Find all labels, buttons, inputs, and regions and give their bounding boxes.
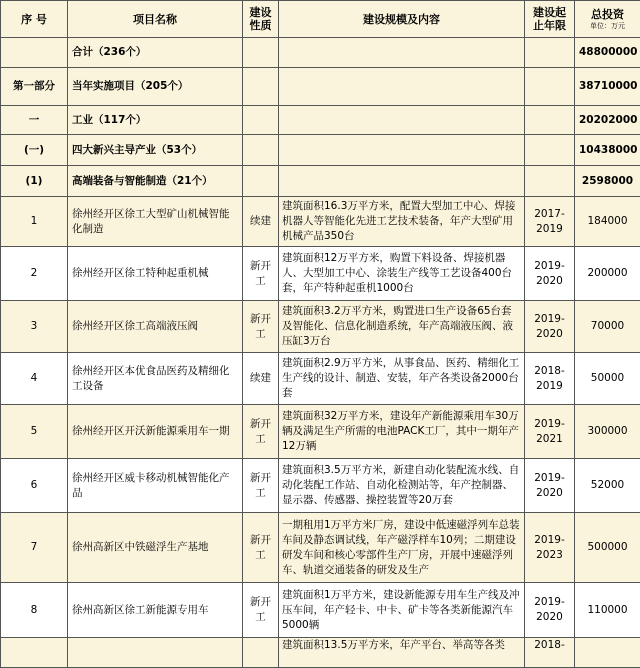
cell-nature: 新开工 [243, 247, 279, 301]
cell-nature: 新开工 [243, 405, 279, 459]
table-row [1, 638, 640, 668]
cell-name: 徐州高新区中铁磁浮生产基地 [68, 513, 243, 583]
cell-name: 四大新兴主导产业（53个） [68, 135, 243, 166]
cell-name: 徐州经开区徐工高端液压阀 [68, 301, 243, 353]
cell-name: 徐州高新区徐工新能源专用车 [68, 583, 243, 638]
cell-years: 2019-2021 [525, 405, 575, 459]
cell-no: 2 [1, 247, 68, 301]
cell-nature: 新开工 [243, 301, 279, 353]
cell-total: 110000 [575, 583, 640, 638]
cell-years [525, 135, 575, 166]
cell-scope: 一期租用1万平方米厂房，建设中低速磁浮列车总装车间及静态调试线，年产磁浮样车10列；二期建设研发车间和核心零部件生产厂房，开展中速磁浮列车、轨道交通装备的研发及生产 [279, 513, 525, 583]
cell-years: 2019-2020 [525, 583, 575, 638]
header-name: 项目名称 [68, 1, 243, 38]
header-scope: 建设规模及内容 [279, 1, 525, 38]
cell-name: 当年实施项目（205个） [68, 68, 243, 106]
cell-name: 徐州经开区徐工大型矿山机械智能化制造 [68, 197, 243, 247]
cell-total: 70000 [575, 301, 640, 353]
header-nature: 建设性质 [243, 1, 279, 38]
cell-total: 50000 [575, 353, 640, 405]
summary-row-emerging [1, 135, 640, 166]
cell-years [525, 166, 575, 197]
cell-name: 徐州经开区本优食品医药及精细化工设备 [68, 353, 243, 405]
cell-name: 合计（236个） [68, 38, 243, 68]
cell-no: (1) [1, 166, 68, 197]
cell-no: (一) [1, 135, 68, 166]
cell-no: 第一部分 [1, 68, 68, 106]
table-row [1, 459, 640, 513]
header-total [575, 1, 640, 38]
cell-no [1, 38, 68, 68]
cell-nature: 新开工 [243, 583, 279, 638]
table-row [1, 301, 640, 353]
summary-row-total [1, 38, 640, 68]
cell-no: 3 [1, 301, 68, 353]
cell-scope: 建筑面积13.5万平方米，年产平台、举高等各类 [279, 638, 525, 668]
cell-nature [243, 106, 279, 135]
cell-scope: 建筑面积2.9万平方米，从事食品、医药、精细化工生产线的设计、制造、安装，年产各类设备2000台套 [279, 353, 525, 405]
cell-nature [243, 38, 279, 68]
cell-nature [243, 638, 279, 668]
cell-years: 2018-2019 [525, 353, 575, 405]
summary-row-equipment [1, 166, 640, 197]
cell-scope [279, 166, 525, 197]
cell-scope: 建筑面积3.5万平方米，新建自动化装配流水线、自动化装配工作站、自动化检测站等，年产控制器、显示器、传感器、操控装置等20万套 [279, 459, 525, 513]
cell-years: 2019-2020 [525, 301, 575, 353]
cell-scope: 建筑面积12万平方米，购置下料设备、焊接机器人、大型加工中心、涂装生产线等工艺设备400台套，年产特种起重机1000台 [279, 247, 525, 301]
cell-nature: 续建 [243, 353, 279, 405]
table-row [1, 247, 640, 301]
cell-total: 500000 [575, 513, 640, 583]
cell-name: 徐州经开区威卡移动机械智能化产品 [68, 459, 243, 513]
cell-no: 4 [1, 353, 68, 405]
table-row [1, 353, 640, 405]
cell-name: 工业（117个） [68, 106, 243, 135]
cell-years: 2019-2020 [525, 247, 575, 301]
cell-name: 高端装备与智能制造（21个） [68, 166, 243, 197]
cell-no: 1 [1, 197, 68, 247]
table-row [1, 583, 640, 638]
cell-scope [279, 38, 525, 68]
cell-no: 5 [1, 405, 68, 459]
header-total-label: 总投资 [591, 8, 624, 21]
cell-total: 20202000 [575, 106, 640, 135]
cell-nature [243, 135, 279, 166]
cell-total: 200000 [575, 247, 640, 301]
cell-scope [279, 106, 525, 135]
table-row [1, 513, 640, 583]
header-row [1, 1, 640, 38]
cell-no: 7 [1, 513, 68, 583]
cell-no: 一 [1, 106, 68, 135]
header-years: 建设起止年限 [525, 1, 575, 38]
cell-total: 48800000 [575, 38, 640, 68]
cell-total: 184000 [575, 197, 640, 247]
cell-total: 2598000 [575, 166, 640, 197]
cell-nature [243, 68, 279, 106]
cell-scope [279, 135, 525, 166]
cell-total: 52000 [575, 459, 640, 513]
cell-no: 8 [1, 583, 68, 638]
table-row [1, 197, 640, 247]
cell-no: 6 [1, 459, 68, 513]
cell-total [575, 638, 640, 668]
cell-name: 徐州经开区开沃新能源乘用车一期 [68, 405, 243, 459]
header-no: 序 号 [1, 1, 68, 38]
summary-row-industry [1, 106, 640, 135]
cell-scope [279, 68, 525, 106]
cell-years [525, 68, 575, 106]
cell-scope: 建筑面积16.3万平方米，配置大型加工中心、焊接机器人等智能化先进工艺技术装备，年产大型矿用机械产品350台 [279, 197, 525, 247]
summary-row-part1 [1, 68, 640, 106]
cell-no [1, 638, 68, 668]
cell-scope: 建筑面积32万平方米，建设年产新能源乘用车30万辆及满足生产所需的电池PACK工厂，其中一期年产12万辆 [279, 405, 525, 459]
cell-years [525, 38, 575, 68]
cell-scope: 建筑面积1万平方米，建设新能源专用车生产线及冲压车间，年产轻卡、中卡、矿卡等各类新能源汽车5000辆 [279, 583, 525, 638]
cell-total: 10438000 [575, 135, 640, 166]
cell-nature: 新开工 [243, 459, 279, 513]
cell-years: 2019-2023 [525, 513, 575, 583]
cell-years [525, 106, 575, 135]
header-total-unit: 单位：万元 [579, 21, 636, 31]
cell-years: 2019-2020 [525, 459, 575, 513]
cell-name [68, 638, 243, 668]
table-row [1, 405, 640, 459]
cell-name: 徐州经开区徐工特种起重机械 [68, 247, 243, 301]
cell-nature: 续建 [243, 197, 279, 247]
cell-nature: 新开工 [243, 513, 279, 583]
cell-nature [243, 166, 279, 197]
cell-years: 2017-2019 [525, 197, 575, 247]
cell-total: 38710000 [575, 68, 640, 106]
cell-scope: 建筑面积3.2万平方米，购置进口生产设备65台套及智能化、信息化制造系统，年产高端液压阀、液压缸3万台 [279, 301, 525, 353]
cell-total: 300000 [575, 405, 640, 459]
cell-years: 2018- [525, 638, 575, 668]
